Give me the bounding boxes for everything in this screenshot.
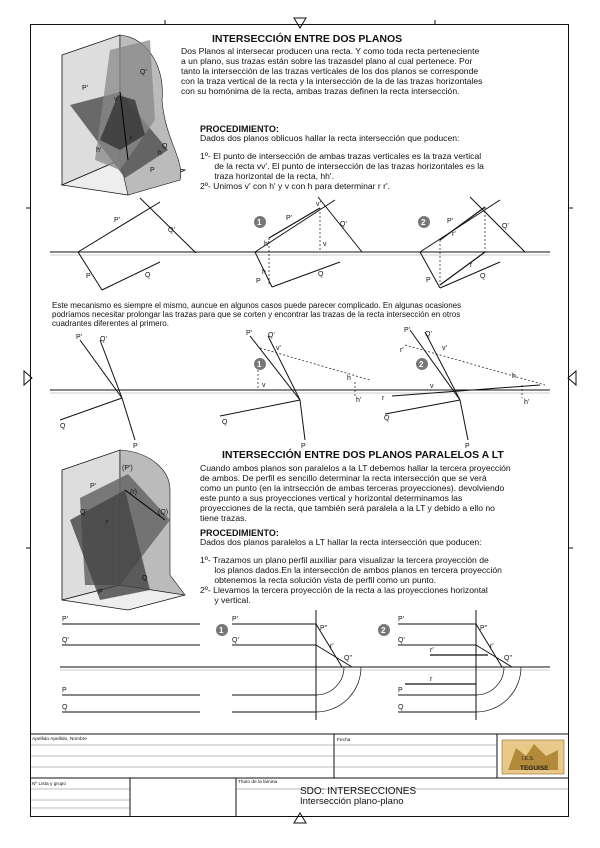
label-P1: P' <box>62 616 69 623</box>
diagram-row2-a <box>60 334 138 450</box>
section2-step-line: los planos dados.En la intersección de ambos planos en tercera proyección <box>200 565 502 575</box>
label-h: h <box>347 375 351 382</box>
section1-intro-line: a un plano, sus trazas están sobre las trazasdel plano al cual pertenece. Por <box>181 56 473 66</box>
group-label: Nº Lista y grupo <box>32 782 67 787</box>
section2-procedure-lead: Dados dos planos paralelos a LT hallar la recta intersección que poducen: <box>200 537 482 547</box>
label-Q: Q <box>318 271 324 278</box>
diagram-row3-c <box>378 610 521 720</box>
label-v1: v' <box>316 201 321 208</box>
label-r1: r' <box>400 347 404 354</box>
label-Q: Q <box>145 272 151 279</box>
section1-intro-line: con la traza vertical de la recta y la intersección de la de las trazas horizontales <box>181 76 483 86</box>
label-Q: Q <box>398 704 404 711</box>
section2-intro-line: de ambos. De perfil es sencillo determinar la recta intersección que se verá <box>200 473 487 483</box>
label-Q3p: (Q) <box>158 509 169 516</box>
label-P1: P' <box>76 334 83 341</box>
section1-procedure-heading: PROCEDIMIENTO: <box>200 124 279 134</box>
label-P: P <box>465 443 470 450</box>
section2-procedure-heading: PROCEDIMIENTO: <box>200 528 279 538</box>
label-h: h <box>512 373 516 380</box>
label-r1: r' <box>490 643 494 650</box>
step-badge-2: 2 <box>419 360 424 369</box>
section1-intro-line: tanto la intersección de las trazas verticales de los dos planos se corresponde <box>181 66 479 76</box>
label-P: P <box>256 278 261 285</box>
label-h1: h' <box>264 241 270 248</box>
label-h1: h' <box>96 147 102 154</box>
label-P1: P' <box>404 327 411 334</box>
ground-line-row2 <box>50 390 550 393</box>
label-P: P <box>150 167 155 174</box>
label-Q1: Q' <box>100 336 107 343</box>
label-r: r <box>470 262 473 269</box>
label-r1: r' <box>452 231 456 238</box>
diagram-row1-c <box>418 197 525 288</box>
label-v1: v' <box>276 345 281 352</box>
label-r: r <box>382 395 385 402</box>
section1-step-line: traza horizontal de la recta, hh'. <box>200 171 334 181</box>
date-label: Fecha <box>337 738 351 743</box>
label-Q1: Q' <box>140 69 147 76</box>
section2-intro-line: proyecciones de la recta, que también será paralela a la LT y debido a ello no <box>200 503 495 513</box>
step-badge-2: 2 <box>381 626 386 635</box>
section2-title: INTERSECCIÓN ENTRE DOS PLANOS PARALELOS A LT <box>222 449 504 461</box>
label-v: v <box>262 382 266 389</box>
label-Q: Q <box>142 575 148 582</box>
label-P: P <box>426 277 431 284</box>
label-Q: Q <box>162 143 168 150</box>
step-badge-1: 1 <box>257 360 262 369</box>
name-label: Apellido Apellido, Nombre <box>32 737 87 742</box>
label-P1: P' <box>286 215 293 222</box>
label-h1: h' <box>356 397 362 404</box>
label-v1: v' <box>442 345 447 352</box>
section2-step-line: obtenemos la recta solución vista de perfil como un punto. <box>200 575 436 585</box>
sheet-subtitle: Intersección plano-plano <box>300 796 404 807</box>
section1-intro-line: Dos Planos al intersecar producen una recta. Y como toda recta perteneciente <box>181 46 480 56</box>
label-P: P <box>62 687 67 694</box>
label-Q1: Q' <box>268 332 275 339</box>
step-badge-1: 1 <box>257 218 262 227</box>
label-P: P <box>98 589 103 596</box>
label-Q: Q <box>480 273 486 280</box>
label-Q: Q <box>60 423 66 430</box>
isometric-figure-parallel-planes <box>62 450 185 610</box>
label-P1: P' <box>246 330 253 337</box>
section1-note-line: Este mecanismo es siempre el mismo, auncue en algunos casos puede parecer complicado. En algunas ocasiones <box>52 301 462 310</box>
label-P1: P' <box>82 85 89 92</box>
section2-step-line: 2º- Llevamos la tercera proyección de la recta a las proyecciones horizontal <box>200 585 488 595</box>
label-Q: Q <box>384 415 390 422</box>
section1-title: INTERSECCIÓN ENTRE DOS PLANOS <box>212 33 403 45</box>
diagram-row2-c <box>382 327 545 450</box>
label-v1: v' <box>114 96 119 103</box>
label-Q1: Q' <box>232 637 239 644</box>
diagram-row3-a <box>62 616 200 712</box>
section1-procedure-lead: Dados dos planos oblicuos hallar la recta intersección que poducen: <box>200 133 460 143</box>
section2-intro-line: Cuando ambos planos son paralelos a la LT debemos hallar la tercera proyección <box>200 463 511 473</box>
sheet-title: SDO: INTERSECCIONES <box>300 786 417 797</box>
label-P1: P' <box>232 616 239 623</box>
ground-line-row1 <box>50 252 550 255</box>
label-r1: r' <box>330 643 334 650</box>
school-logo-ies: I.E.S. <box>522 756 535 762</box>
section2-step-line: y vertical. <box>200 595 251 605</box>
label-P3: P" <box>320 625 328 632</box>
label-h: h <box>262 269 266 276</box>
label-Q3: Q" <box>344 655 352 662</box>
section1-step-line: 2º- Unimos v' con h' y v con h para determinar r r'. <box>200 181 391 191</box>
section2-intro-line: tiene trazas. <box>200 513 247 523</box>
label-r1: r' <box>430 647 434 654</box>
label-P: P <box>133 443 138 450</box>
label-P1: P' <box>398 616 405 623</box>
school-logo-name: TEGUISE <box>520 765 549 772</box>
label-R: r <box>106 519 109 526</box>
label-Q1: Q' <box>398 637 405 644</box>
sheet-title-label: Título de la lámina <box>238 780 278 785</box>
section2-step-line: 1º- Trazamos un plano perfil auxiliar para visualizar la tercera proyección de <box>200 555 489 565</box>
label-h1: h' <box>524 399 530 406</box>
label-h: h <box>158 150 162 157</box>
section1-note-line: podríamos necesitar prolongar las trazas para que se corten y encontrar las trazas de la recta intersección en otros <box>52 310 461 319</box>
section2-intro-line: como un punto (en la intrsección de ambas terceras proyecciones). devolviendo <box>200 483 505 493</box>
label-v: v <box>430 383 434 390</box>
section2-intro-line: este punto a sus proyecciones vertical y horizontal determinamos las <box>200 493 463 503</box>
diagram-row1-a <box>78 198 196 290</box>
diagram-row1-b <box>254 197 362 287</box>
section1-step-line: 1º- El punto de intersección de ambas trazas verticales es la traza vertical <box>200 151 482 161</box>
label-r: r <box>130 135 133 142</box>
section1-note-line: cuadrantes diferentes al primero. <box>52 319 169 328</box>
label-P3: P" <box>480 625 488 632</box>
label-P: P <box>86 273 91 280</box>
isometric-figure-oblique-planes <box>60 35 185 195</box>
label-r: r <box>430 676 433 683</box>
label-P3p: (P') <box>122 465 133 472</box>
label-P1: P' <box>447 218 454 225</box>
label-Q: Q <box>62 704 68 711</box>
label-P: P <box>398 687 403 694</box>
label-Q3: Q" <box>504 655 512 662</box>
section1-intro-line: con su homónima de la recta, ambas trazas definen la recta intersección. <box>181 86 460 96</box>
label-P: P <box>301 443 306 450</box>
label-Q1: Q' <box>80 509 87 516</box>
section1-step-line: de la recta vv'. El punto de intersección de las trazas horizontales es la <box>200 161 484 171</box>
label-v: v <box>323 241 327 248</box>
label-P1: P' <box>90 483 97 490</box>
diagram-row3-b <box>216 610 361 720</box>
label-Q1: Q' <box>502 223 509 230</box>
label-Q1: Q' <box>62 637 69 644</box>
label-Q1: Q' <box>168 227 175 234</box>
label-Q1: Q' <box>425 331 432 338</box>
label-r3p: (r) <box>130 489 137 496</box>
label-Q: Q <box>222 419 228 426</box>
step-badge-2: 2 <box>421 218 426 227</box>
step-badge-1: 1 <box>219 626 224 635</box>
label-P1: P' <box>114 217 121 224</box>
label-Q1: Q' <box>340 221 347 228</box>
